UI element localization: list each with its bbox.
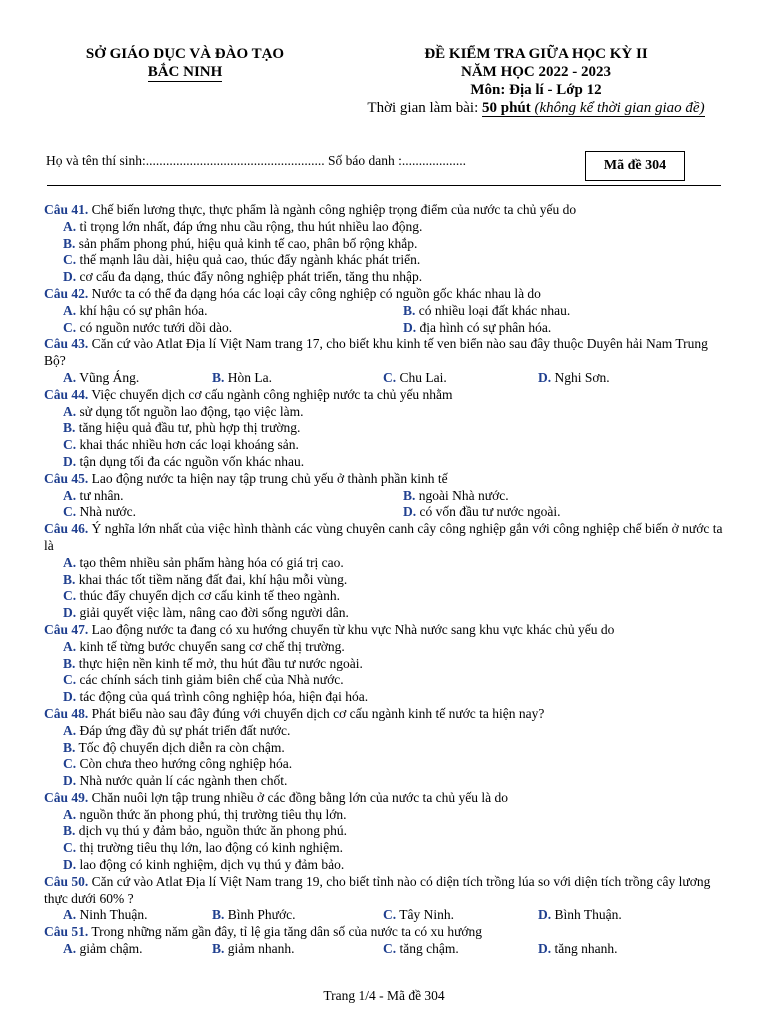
option-letter: C. xyxy=(63,437,77,453)
question-stem xyxy=(44,874,728,908)
question-stem xyxy=(44,924,728,941)
option-text: Ninh Thuận. xyxy=(76,907,148,923)
option-text: Hòn La. xyxy=(224,369,273,385)
question-number: Câu 46. xyxy=(44,521,89,537)
question-block xyxy=(44,790,728,874)
option-letter: D. xyxy=(538,907,552,923)
option-letter: D. xyxy=(403,319,417,335)
question-stem xyxy=(44,336,728,370)
option-letter: B. xyxy=(63,420,76,436)
option-text: tạo thêm nhiều sản phẩm hàng hóa có giá trị cao. xyxy=(76,554,344,570)
exam-header xyxy=(330,45,742,117)
answer-option xyxy=(44,437,728,454)
option-letter: D. xyxy=(403,504,417,520)
option-text: có nguồn nước tưới dồi dào. xyxy=(76,319,233,335)
option-text: Tây Ninh. xyxy=(396,907,454,923)
time-line xyxy=(330,99,742,117)
option-text: tận dụng tối đa các nguồn vốn khác nhau. xyxy=(76,453,305,469)
option-letter: A. xyxy=(63,218,77,234)
answer-option xyxy=(63,488,403,505)
answer-option xyxy=(44,823,728,840)
option-letter: A. xyxy=(63,403,77,419)
option-letter: A. xyxy=(63,722,77,738)
question-stem xyxy=(44,202,728,219)
answer-option xyxy=(538,370,718,387)
question-text: Việc chuyển dịch cơ cấu ngành công nghiệp nước ta chủ yếu nhằm xyxy=(88,386,453,402)
option-text: Bình Phước. xyxy=(224,907,296,923)
answer-option xyxy=(44,740,728,757)
option-text: địa hình có sự phân hóa. xyxy=(416,319,552,335)
option-letter: B. xyxy=(63,823,76,839)
option-letter: A. xyxy=(63,907,77,923)
option-letter: D. xyxy=(63,269,77,285)
option-text: nguồn thức ăn phong phú, thị trường tiêu thụ lớn. xyxy=(76,806,347,822)
option-text: thị trường tiêu thụ lớn, lao động có kinh nghiệm. xyxy=(76,840,343,856)
question-text: Căn cứ vào Atlat Địa lí Việt Nam trang 19, cho biết tỉnh nào có diện tích trồng lúa so với diện tích trồng cây lương thực dưới 60% ? xyxy=(44,873,711,906)
option-text: thúc đẩy chuyển dịch cơ cấu kinh tế theo ngành. xyxy=(76,588,341,604)
answer-option xyxy=(212,370,383,387)
option-letter: C. xyxy=(63,840,77,856)
answer-option xyxy=(403,504,747,521)
option-text: các chính sách tinh giảm biên chế của Nhà nước. xyxy=(76,672,344,688)
answer-options xyxy=(44,404,728,471)
question-text: Ý nghĩa lớn nhất của việc hình thành các vùng chuyên canh cây công nghiệp gắn với công nghiệp chế biến ở nước ta là xyxy=(44,521,723,553)
option-letter: D. xyxy=(63,857,77,873)
option-text: giảm chậm. xyxy=(76,941,143,957)
question-text: Chăn nuôi lợn tập trung nhiều ở các đồng bằng lớn của nước ta chủ yếu là do xyxy=(88,789,509,805)
option-letter: B. xyxy=(403,302,416,318)
option-text: Nghi Sơn. xyxy=(551,369,610,385)
answer-option xyxy=(44,555,728,572)
answer-option xyxy=(44,219,728,236)
answer-option xyxy=(44,756,728,773)
option-text: giảm nhanh. xyxy=(224,941,295,957)
question-block xyxy=(44,286,728,336)
answer-option xyxy=(44,605,728,622)
answer-option xyxy=(44,404,728,421)
option-text: Còn chưa theo hướng công nghiệp hóa. xyxy=(76,756,293,772)
option-text: tăng hiệu quả đầu tư, phù hợp thị trường. xyxy=(75,420,301,436)
answer-option xyxy=(538,907,718,924)
answer-option xyxy=(63,504,403,521)
question-number: Câu 47. xyxy=(44,621,89,637)
question-number: Câu 42. xyxy=(44,285,89,301)
option-text: Tốc độ chuyển dịch diễn ra còn chậm. xyxy=(75,739,285,755)
question-block xyxy=(44,874,728,924)
answer-options xyxy=(44,907,728,924)
option-letter: D. xyxy=(538,941,552,957)
question-number: Câu 44. xyxy=(44,386,89,402)
question-text: Chế biến lương thực, thực phẩm là ngành công nghiệp trọng điểm của nước ta chủ yếu do xyxy=(88,202,577,217)
answer-option xyxy=(383,370,538,387)
answer-option xyxy=(44,672,728,689)
option-letter: A. xyxy=(63,369,77,385)
question-text: Trong những năm gần đây, tỉ lệ gia tăng dân số của nước ta có xu hướng xyxy=(88,924,483,940)
question-stem xyxy=(44,387,728,404)
option-text: Bình Thuận. xyxy=(551,907,622,923)
option-text: có nhiều loại đất khác nhau. xyxy=(415,302,571,318)
question-block xyxy=(44,471,728,521)
option-text: kinh tế từng bước chuyển sang cơ chế thị trường. xyxy=(76,638,345,654)
option-text: Vũng Áng. xyxy=(76,369,140,385)
option-letter: B. xyxy=(63,235,76,251)
student-info xyxy=(46,153,466,169)
question-list xyxy=(44,202,728,958)
answer-option xyxy=(212,941,383,958)
option-text: Chu Lai. xyxy=(396,369,447,385)
option-text: khai thác tốt tiềm năng đất đai, khí hậu mỗi vùng. xyxy=(75,571,348,587)
option-letter: A. xyxy=(63,487,77,503)
option-letter: C. xyxy=(383,907,397,923)
time-value: 50 phút xyxy=(482,100,531,116)
question-stem xyxy=(44,286,728,303)
option-text: tác động của quá trình công nghiệp hóa, hiện đại hóa. xyxy=(76,689,369,705)
option-text: cơ cấu đa dạng, thúc đẩy nông nghiệp phát triển, tăng thu nhập. xyxy=(76,269,423,285)
question-number: Câu 41. xyxy=(44,202,89,217)
option-letter: A. xyxy=(63,806,77,822)
answer-option xyxy=(44,269,728,286)
option-text: khai thác nhiều hơn các loại khoáng sản. xyxy=(76,437,299,453)
question-block xyxy=(44,706,728,790)
option-letter: B. xyxy=(403,487,416,503)
option-text: Nhà nước. xyxy=(76,504,136,520)
answer-option xyxy=(44,656,728,673)
answer-option xyxy=(44,773,728,790)
answer-option xyxy=(383,907,538,924)
option-text: Nhà nước quản lí các ngành then chốt. xyxy=(76,773,288,789)
option-text: tăng nhanh. xyxy=(551,941,618,957)
answer-option xyxy=(403,320,747,337)
option-text: thế mạnh lâu dài, hiệu quả cao, thúc đẩy ngành khác phát triển. xyxy=(76,252,421,268)
answer-option xyxy=(63,303,403,320)
question-number: Câu 50. xyxy=(44,873,89,889)
student-id-field: Số báo danh :................... xyxy=(328,153,466,168)
option-letter: A. xyxy=(63,302,77,318)
option-letter: C. xyxy=(63,588,77,604)
question-block xyxy=(44,924,728,958)
option-letter: B. xyxy=(63,571,76,587)
question-number: Câu 45. xyxy=(44,470,89,486)
answer-option xyxy=(44,588,728,605)
answer-option xyxy=(63,907,212,924)
question-text: Lao động nước ta hiện nay tập trung chủ yếu ở thành phần kinh tế xyxy=(88,470,448,486)
answer-option xyxy=(44,252,728,269)
question-text: Lao động nước ta đang có xu hướng chuyển từ khu vực Nhà nước sang khu vực khác chủ yếu do xyxy=(88,621,615,637)
question-block xyxy=(44,202,728,286)
answer-options xyxy=(44,303,728,337)
question-text: Nước ta có thể đa dạng hóa các loại cây công nghiệp có nguồn gốc khác nhau là do xyxy=(88,285,541,301)
option-letter: B. xyxy=(212,369,225,385)
option-letter: D. xyxy=(63,689,77,705)
question-number: Câu 48. xyxy=(44,705,89,721)
question-block xyxy=(44,336,728,386)
question-block xyxy=(44,622,728,706)
answer-option xyxy=(63,370,212,387)
answer-option xyxy=(44,689,728,706)
question-stem xyxy=(44,622,728,639)
time-label: Thời gian làm bài: xyxy=(367,100,482,116)
answer-option xyxy=(63,941,212,958)
option-text: có vốn đầu tư nước ngoài. xyxy=(416,504,561,520)
question-number: Câu 49. xyxy=(44,789,89,805)
answer-option xyxy=(383,941,538,958)
answer-option xyxy=(44,236,728,253)
answer-option xyxy=(44,723,728,740)
option-text: tư nhân. xyxy=(76,487,124,503)
option-letter: D. xyxy=(63,453,77,469)
option-letter: C. xyxy=(383,941,397,957)
option-letter: A. xyxy=(63,941,77,957)
student-name-field: Họ và tên thí sinh:..................................................... xyxy=(46,153,325,168)
option-text: khí hậu có sự phân hóa. xyxy=(76,302,208,318)
option-letter: B. xyxy=(63,739,76,755)
department-header xyxy=(40,45,330,82)
option-letter: C. xyxy=(63,672,77,688)
question-stem xyxy=(44,706,728,723)
answer-option xyxy=(44,454,728,471)
option-text: lao động có kinh nghiệm, dịch vụ thú y đảm bảo. xyxy=(76,857,345,873)
header-divider xyxy=(47,185,721,186)
option-letter: C. xyxy=(63,756,77,772)
answer-option xyxy=(63,320,403,337)
option-text: sử dụng tốt nguồn lao động, tạo việc làm. xyxy=(76,403,304,419)
option-letter: C. xyxy=(63,319,77,335)
option-letter: B. xyxy=(212,907,225,923)
answer-options xyxy=(44,639,728,706)
answer-options xyxy=(44,723,728,790)
department-name: SỞ GIÁO DỤC VÀ ĐÀO TẠO xyxy=(85,46,285,62)
answer-options xyxy=(44,370,728,387)
answer-options xyxy=(44,941,728,958)
answer-option xyxy=(44,807,728,824)
option-text: giải quyết việc làm, nâng cao đời sống người dân. xyxy=(76,605,349,621)
answer-option xyxy=(538,941,718,958)
subject-line: Môn: Địa lí - Lớp 12 xyxy=(470,82,602,98)
answer-option xyxy=(44,572,728,589)
answer-option xyxy=(403,303,747,320)
question-number: Câu 43. xyxy=(44,336,89,352)
option-text: tăng chậm. xyxy=(396,941,459,957)
option-letter: B. xyxy=(63,655,76,671)
answer-option xyxy=(44,420,728,437)
answer-options xyxy=(44,219,728,286)
option-letter: D. xyxy=(63,773,77,789)
exam-code: Mã đề 304 xyxy=(603,158,667,173)
exam-title: ĐỀ KIỂM TRA GIỮA HỌC KỲ II xyxy=(424,46,648,62)
school-year: NĂM HỌC 2022 - 2023 xyxy=(461,64,611,80)
option-text: thực hiện nền kinh tế mở, thu hút đầu tư nước ngoài. xyxy=(75,655,363,671)
option-letter: C. xyxy=(383,369,397,385)
question-stem xyxy=(44,521,728,555)
option-letter: B. xyxy=(212,941,225,957)
answer-options xyxy=(44,555,728,622)
page-footer: Trang 1/4 - Mã đề 304 xyxy=(323,988,445,1003)
answer-options xyxy=(44,488,728,522)
option-letter: D. xyxy=(63,605,77,621)
question-block xyxy=(44,521,728,622)
question-block xyxy=(44,387,728,471)
time-note: (không kể thời gian giao đề) xyxy=(534,100,705,116)
option-text: sản phẩm phong phú, hiệu quả kinh tế cao, phân bố rộng khắp. xyxy=(75,235,418,251)
option-letter: A. xyxy=(63,638,77,654)
option-letter: A. xyxy=(63,554,77,570)
question-number: Câu 51. xyxy=(44,924,89,940)
question-text: Căn cứ vào Atlat Địa lí Việt Nam trang 17, cho biết khu kinh tế ven biển nào sau đây thuộc Duyên hải Nam Trung Bộ? xyxy=(44,336,708,369)
answer-option xyxy=(44,840,728,857)
answer-option xyxy=(44,857,728,874)
option-text: dịch vụ thú y đảm bảo, nguồn thức ăn phong phú. xyxy=(75,823,348,839)
option-letter: C. xyxy=(63,252,77,268)
option-text: ngoài Nhà nước. xyxy=(415,487,509,503)
question-text: Phát biểu nào sau đây đúng với chuyển dịch cơ cấu ngành kinh tế nước ta hiện nay? xyxy=(88,705,545,721)
option-letter: C. xyxy=(63,504,77,520)
question-stem xyxy=(44,790,728,807)
question-stem xyxy=(44,471,728,488)
province-name: BẮC NINH xyxy=(147,64,223,80)
option-text: Đáp ứng đầy đủ sự phát triển đất nước. xyxy=(76,722,291,738)
answer-option xyxy=(44,639,728,656)
answer-option xyxy=(212,907,383,924)
answer-option xyxy=(403,488,747,505)
answer-options xyxy=(44,807,728,874)
option-letter: D. xyxy=(538,369,552,385)
exam-code-box xyxy=(585,151,685,181)
option-text: tỉ trọng lớn nhất, đáp ứng nhu cầu rộng, thu hút nhiều lao động. xyxy=(76,218,423,234)
